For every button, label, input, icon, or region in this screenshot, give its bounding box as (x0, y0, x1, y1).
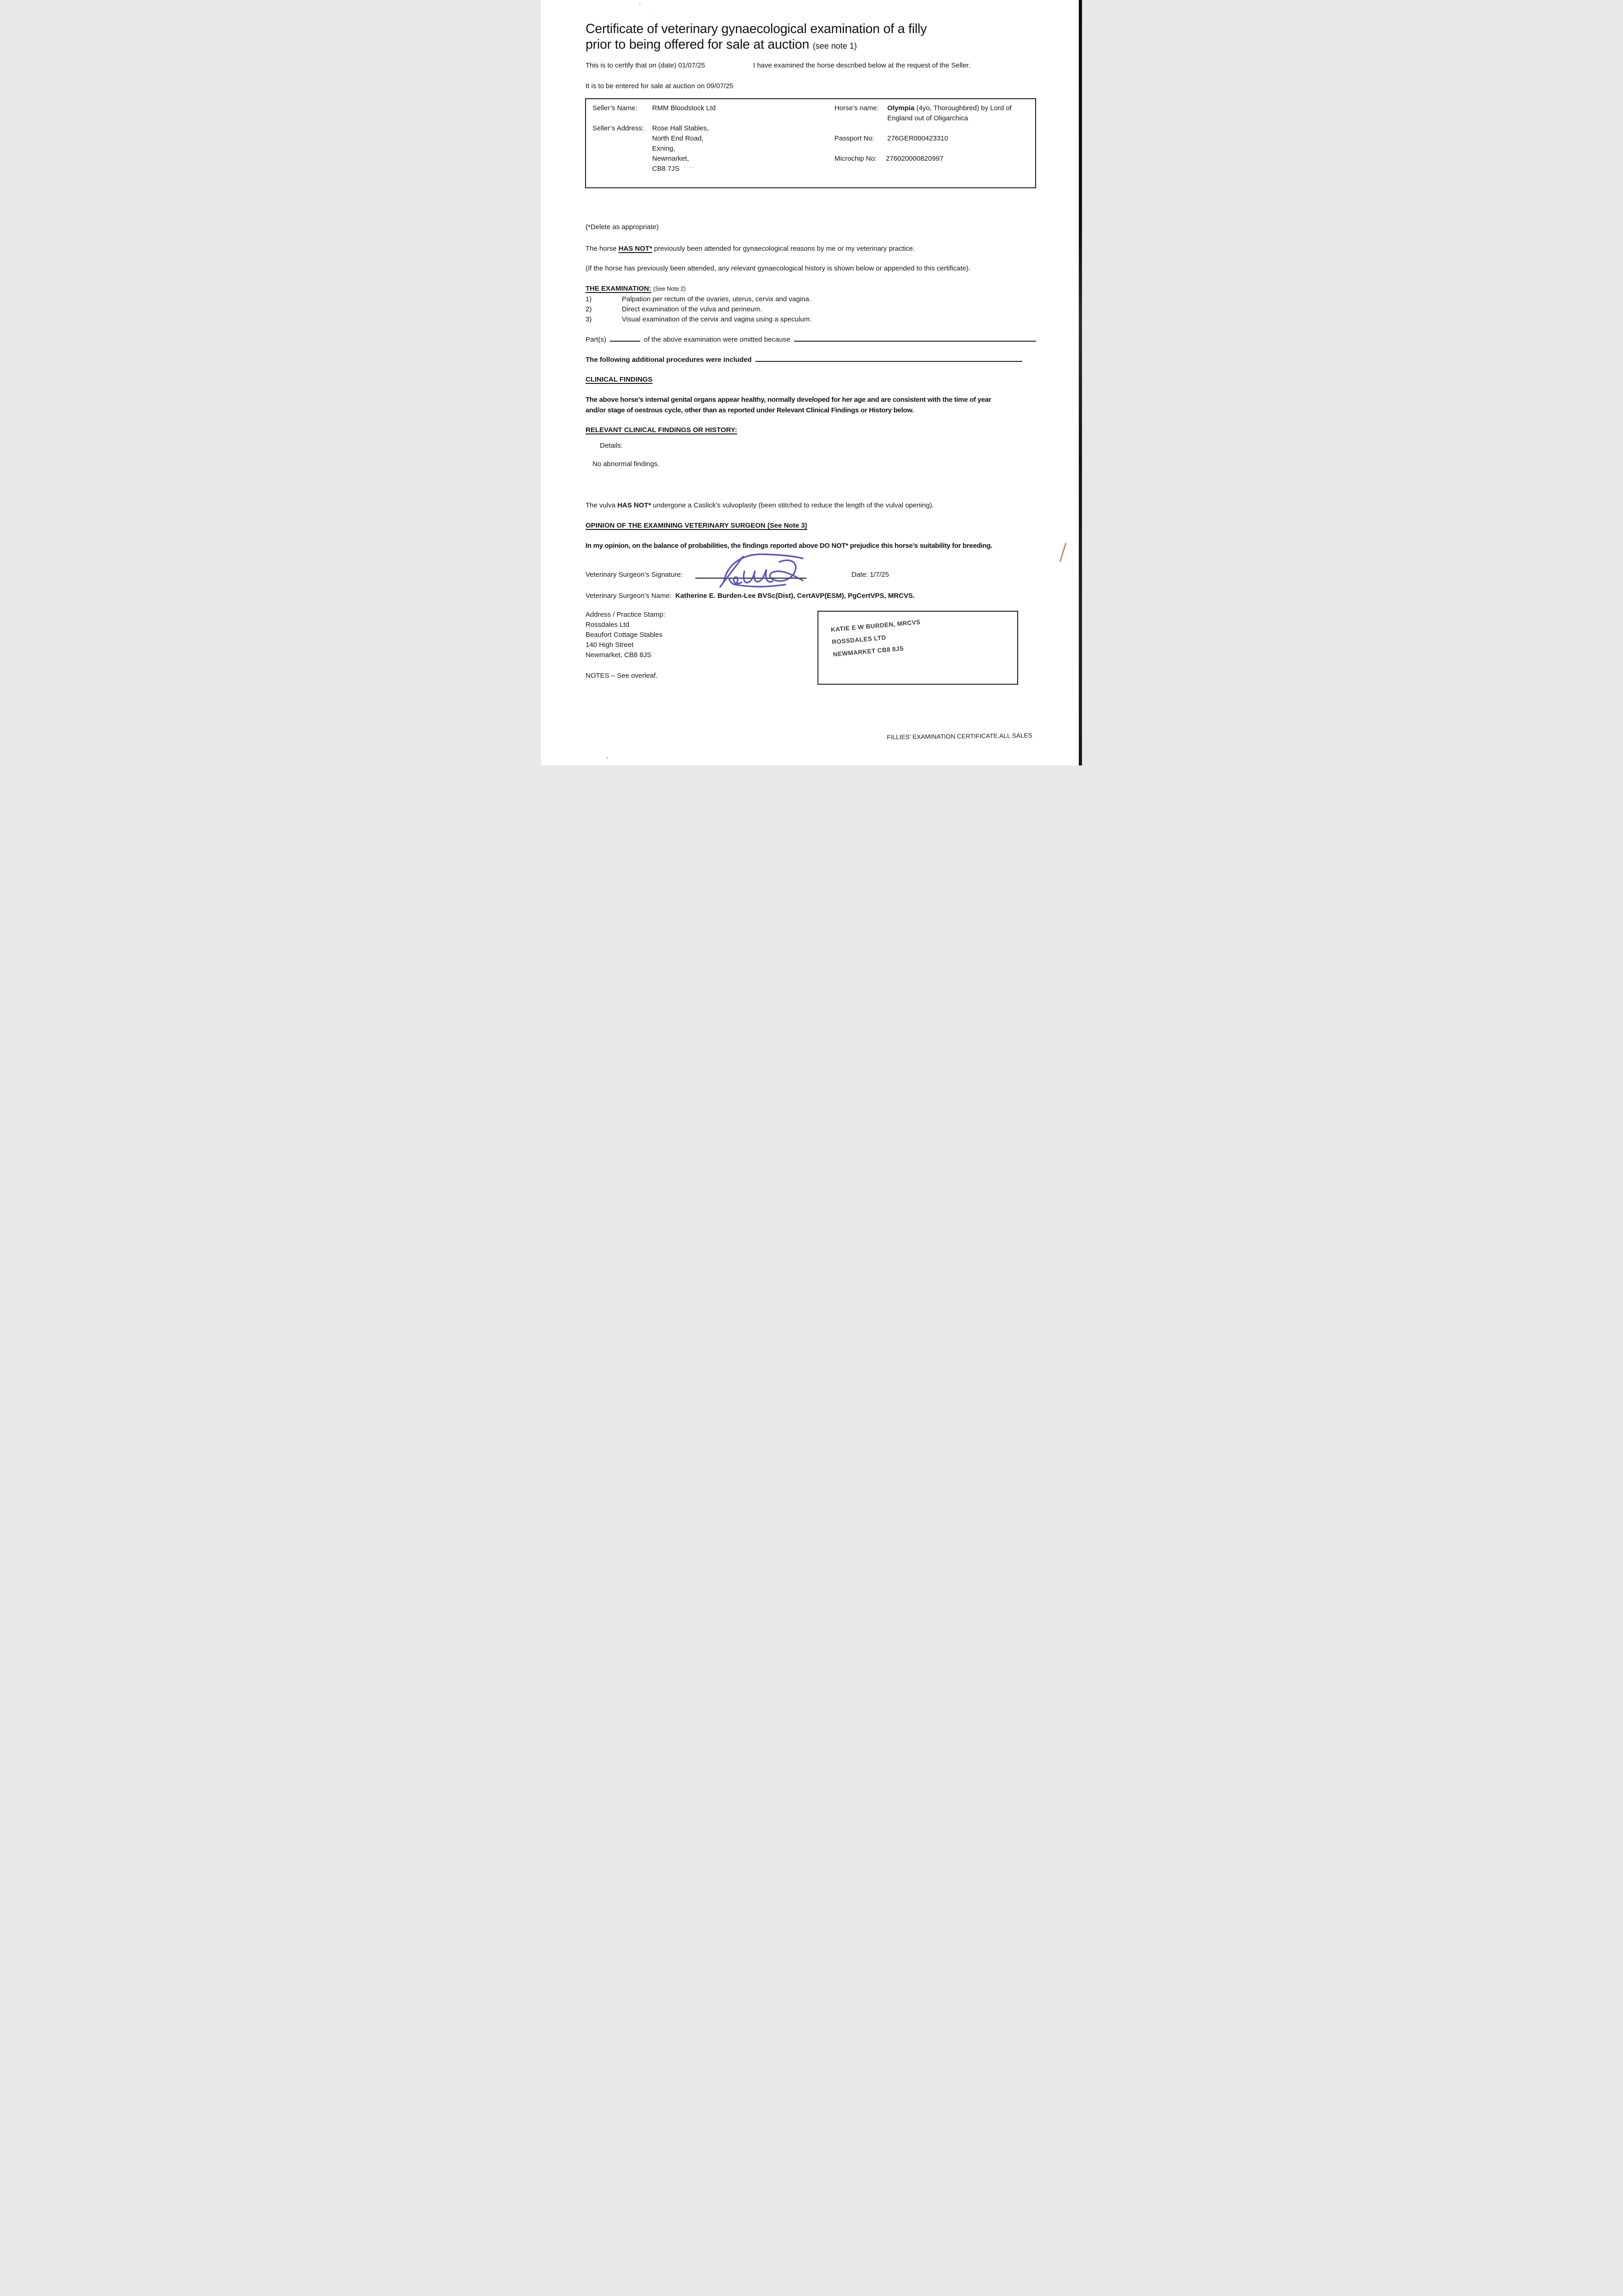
relevant-heading: RELEVANT CLINICAL FINDINGS OR HISTORY: (586, 426, 738, 434)
stamp-line-2: ROSSDALES LTD (831, 634, 886, 646)
attended-bold: HAS NOT* (618, 245, 653, 253)
vulva-suffix: undergone a Caslick’s vulvoplasty (been stitched to reduce the length of the vulval opening). (653, 501, 934, 509)
date-value: 1/7/25 (870, 571, 889, 579)
entered-text: It is to be entered for sale at auction on (586, 82, 705, 90)
stamp-line-3: NEWMARKET CB8 8JS (833, 645, 904, 658)
title-note: (see note 1) (812, 41, 857, 51)
practice-stamp-box (817, 611, 1018, 685)
signature-date (851, 570, 889, 579)
scan-speck-top-1: ı́ (638, 1, 642, 7)
seller-name-label: Seller’s Name: (592, 104, 637, 112)
seller-address-line-3: Exning, (652, 145, 676, 152)
date-label: Date: (851, 571, 868, 579)
seller-address-line-2: North End Road, (652, 135, 704, 142)
finding-text: No abnormal findings. (592, 460, 659, 468)
additional-label: The following additional procedures were included (586, 356, 752, 364)
scan-speck-bottom-2: ι (607, 755, 608, 760)
certify-prefix: This is to certify that on (date) (586, 62, 676, 69)
seller-address-line-4: Newmarket, (652, 155, 689, 163)
horse-name-label: Horse’s name: (834, 104, 879, 112)
document-title (586, 21, 927, 54)
clinical-heading: CLINICAL FINDINGS (586, 376, 653, 383)
practice-stamp-text (830, 616, 923, 661)
pen-marks: ’ ’’ (684, 166, 694, 172)
attended-suffix: previously been attended for gynaecological reasons by me or my veterinary practice. (654, 245, 915, 253)
vulva-bold: HAS NOT* (617, 501, 651, 509)
seller-name-value: RMM Bloodstock Ltd (652, 104, 716, 112)
exam-item-1-text: Palpation per rectum of the ovaries, uterus, cervix and vagina. (622, 295, 811, 303)
entered-line (586, 82, 733, 90)
passport-label: Passport No: (834, 135, 874, 142)
signature-ink (716, 552, 806, 589)
opinion-pre: In my opinion, on the balance of probabilities, the findings reported above (586, 542, 818, 550)
examination-heading (586, 284, 686, 293)
footer-text: FILLIES’ EXAMINATION CERTIFICATE.ALL SALES (887, 732, 1033, 741)
surgeon-name-label: Veterinary Surgeon’s Name: (586, 592, 672, 600)
stamp-line-1: KATIE E W BURDEN, MRCVS (830, 618, 921, 633)
certify-line (586, 61, 1037, 70)
opinion-line (586, 541, 992, 550)
practice-stamp-label: Address / Practice Stamp: (586, 611, 665, 619)
omitted-prefix: Part(s) (586, 336, 606, 343)
horse-name-value: Olympia (4yo, Thoroughbred) by Lord of (887, 104, 1012, 112)
passport-value: 276GER000423310 (887, 135, 948, 142)
additional-line (586, 355, 1022, 364)
practice-address-line-2: Beaufort Cottage Stables (586, 631, 663, 639)
scan-edge-artifact (1079, 0, 1082, 765)
clinical-para-line1: The above horse’s internal genital organs appear healthy, normally developed for her age and are consistent with the time of year (586, 396, 992, 404)
microchip-value: 276020000820997 (886, 155, 944, 163)
practice-address-line-4: Newmarket, CB8 8JS (586, 651, 652, 659)
certify-date: 01/07/25 (678, 62, 705, 69)
title-line-2: prior to being offered for sale at auction (see note 1) (586, 37, 857, 52)
attended-line (586, 244, 915, 253)
notes-line: NOTES – See overleaf. (586, 672, 658, 680)
exam-item-2 (586, 305, 762, 314)
exam-item-2-num: 2) (586, 305, 592, 313)
vulva-prefix: The vulva (586, 501, 616, 509)
exam-item-1-num: 1) (586, 295, 592, 303)
microchip-label: Microchip No: (834, 155, 877, 163)
exam-item-3-num: 3) (586, 315, 592, 323)
additional-blank (755, 355, 1022, 362)
exam-item-1 (586, 295, 811, 304)
pen-slash-artifact (1059, 543, 1067, 563)
signature-label: Veterinary Surgeon’s Signature: (586, 571, 683, 579)
attended-prefix: The horse (586, 245, 617, 253)
surgeon-name-value: Katherine E. Burden-Lee BVSc(Dist), CertAVP(ESM), PgCertVPS, MRCVS. (675, 592, 915, 600)
practice-address-line-1: Rossdales Ltd (586, 621, 630, 629)
entered-date: 09/07/25 (706, 82, 733, 90)
opinion-post: prejudice this horse’s suitability for breeding. (850, 542, 992, 550)
horse-details-box (585, 98, 1036, 188)
seller-address-label: Seller’s Address: (592, 124, 644, 132)
clinical-para-line2: and/or stage of oestrous cycle, other than as reported under Relevant Clinical Findings or History below. (586, 406, 914, 414)
surgeon-name-line (586, 591, 915, 600)
attended-note: (If the horse has previously been attended, any relevant gynaecological history is shown below or appended to this certificate). (586, 264, 970, 272)
scan-speck-top-2: ˗ (654, 13, 656, 18)
omitted-suffix: of the above examination were omitted because (644, 336, 790, 343)
examination-heading-note: (See Note 2) (653, 286, 686, 292)
vulva-line (586, 501, 934, 510)
practice-address-line-3: 140 High Street (586, 641, 634, 649)
exam-item-3 (586, 315, 812, 324)
omitted-blank (610, 335, 640, 342)
scan-speck-mid: · (628, 563, 630, 568)
certify-suffix: I have examined the horse described below at the request of the Seller. (753, 62, 970, 69)
scan-speck-bottom-1: ˑ (613, 750, 614, 755)
opinion-heading: OPINION OF THE EXAMINING VETERINARY SURGEON (See Note 3) (586, 522, 807, 529)
examination-heading-text: THE EXAMINATION: (586, 285, 652, 293)
horse-name-value-line2: England out of Oligarchica (887, 114, 968, 122)
exam-item-2-text: Direct examination of the vulva and perineum. (622, 305, 762, 313)
details-label: Details: (600, 442, 623, 450)
omitted-reason-blank (794, 335, 1036, 342)
certificate-page (541, 0, 1082, 765)
exam-item-3-text: Visual examination of the cervix and vagina using a speculum. (622, 315, 812, 323)
seller-address-line-1: Rose Hall Stables, (652, 124, 709, 132)
seller-address-line-5: CB8 7JS ’ ’’ (652, 165, 694, 173)
omitted-line (586, 335, 1036, 344)
title-line-1: Certificate of veterinary gynaecological examination of a filly (586, 22, 927, 36)
delete-note: (*Delete as appropriate) (586, 223, 659, 231)
opinion-bold: DO NOT* (819, 542, 848, 550)
